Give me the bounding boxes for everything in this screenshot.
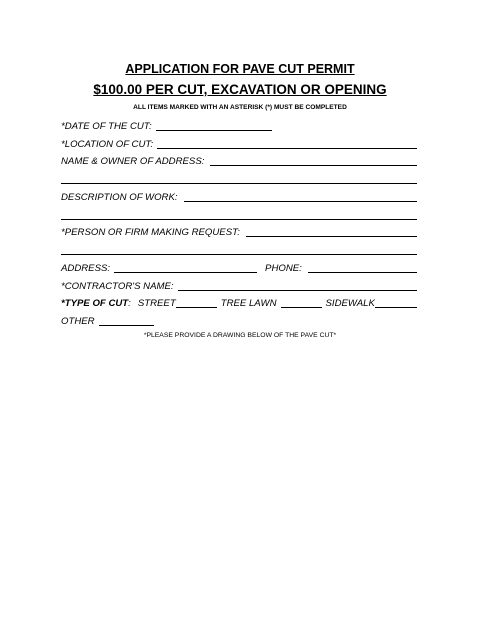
type-of-cut-label: *TYPE OF CUT	[61, 298, 129, 309]
contractor-label: *CONTRACTOR'S NAME:	[61, 281, 174, 292]
contractor-row	[61, 279, 417, 293]
contractor-field[interactable]	[178, 290, 417, 291]
type-of-cut-colon: :	[128, 298, 131, 309]
street-option-label: STREET	[137, 298, 176, 309]
address-label: ADDRESS:	[61, 263, 111, 274]
date-of-cut-field[interactable]	[156, 130, 272, 131]
description-of-work-field[interactable]	[184, 201, 417, 202]
requester-field[interactable]	[246, 236, 417, 237]
drawing-instruction: *PLEASE PROVIDE A DRAWING BELOW OF THE PAVE CUT*	[143, 332, 337, 339]
type-of-cut-row	[61, 296, 417, 310]
form-fee-subtitle: $100.00 PER CUT, EXCAVATION OR OPENING	[93, 82, 387, 97]
date-of-cut-row	[61, 119, 417, 133]
requester-row	[61, 225, 417, 239]
phone-field[interactable]	[308, 272, 417, 273]
date-of-cut-label: *DATE OF THE CUT:	[61, 121, 152, 132]
address-phone-row	[61, 261, 417, 275]
sidewalk-option-label: SIDEWALK	[325, 298, 375, 309]
form-title: APPLICATION FOR PAVE CUT PERMIT	[125, 62, 355, 76]
tree-lawn-option-label: TREE LAWN	[220, 298, 277, 309]
street-option-field[interactable]	[176, 307, 217, 308]
other-option-field[interactable]	[99, 325, 154, 326]
requester-continuation-row	[61, 243, 417, 257]
other-option-label: OTHER	[61, 316, 95, 327]
owner-of-address-row	[61, 154, 417, 168]
owner-of-address-field[interactable]	[210, 165, 417, 166]
address-field[interactable]	[114, 272, 257, 273]
description-of-work-continuation-row	[61, 208, 417, 222]
requester-continuation-field[interactable]	[61, 254, 417, 255]
description-of-work-row	[61, 190, 417, 204]
tree-lawn-option-field[interactable]	[281, 307, 322, 308]
location-of-cut-field[interactable]	[157, 148, 417, 149]
owner-of-address-continuation-field[interactable]	[61, 183, 417, 184]
sidewalk-option-field[interactable]	[375, 307, 417, 308]
required-fields-notice: ALL ITEMS MARKED WITH AN ASTERISK (*) MUST BE COMPLETED	[133, 104, 347, 111]
requester-label: *PERSON OR FIRM MAKING REQUEST:	[61, 227, 240, 238]
location-of-cut-label: *LOCATION OF CUT:	[61, 139, 154, 150]
other-option-row	[61, 314, 417, 328]
owner-of-address-continuation-row	[61, 172, 417, 186]
phone-label: PHONE:	[265, 263, 302, 274]
description-of-work-label: DESCRIPTION OF WORK:	[61, 192, 178, 203]
location-of-cut-row	[61, 137, 417, 151]
owner-of-address-label: NAME & OWNER OF ADDRESS:	[61, 156, 205, 167]
description-of-work-continuation-field[interactable]	[61, 219, 417, 220]
